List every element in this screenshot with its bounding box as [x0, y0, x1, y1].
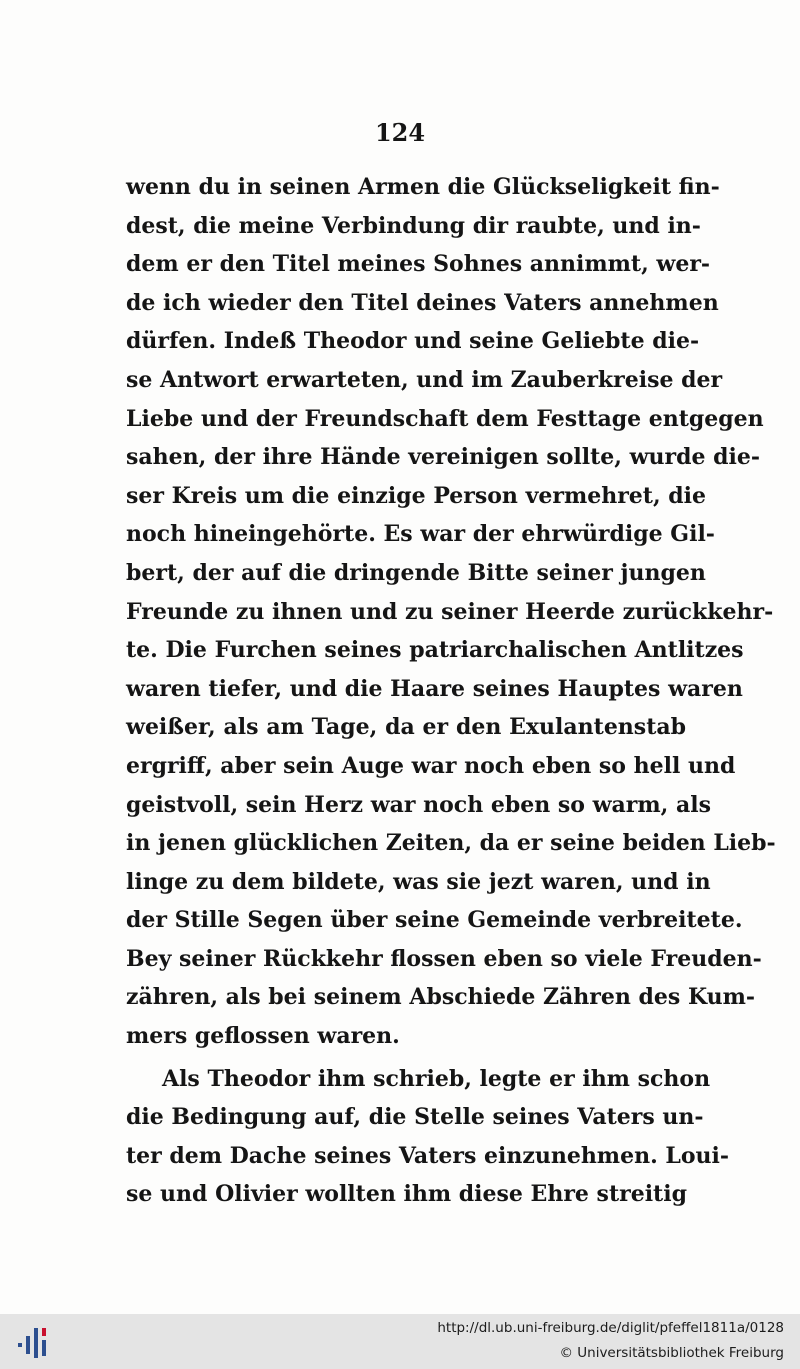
text-line: bert, der auf die dringende Bitte seiner jungen [126, 559, 706, 586]
text-line: wenn du in seinen Armen die Glückseligkeit fin- [126, 174, 720, 200]
text-line: sahen, der ihre Hände vereinigen sollte, wurde die- [126, 444, 761, 471]
text-line: dem er den Titel meines Sohnes annimmt, wer- [126, 251, 711, 278]
text-line: ergriff, aber sein Auge war noch eben so hell und [126, 752, 736, 779]
text-line: zähren, als bei seinem Abschiede Zähren des Kum- [126, 984, 756, 1011]
text-line: ter dem Dache seines Vaters einzunehmen. Loui- [126, 1142, 730, 1169]
text-line: de ich wieder den Titel deines Vaters annehmen [126, 289, 719, 316]
footer-bar [0, 1314, 800, 1369]
text-line: dest, die meine Verbindung dir raubte, und in- [126, 212, 701, 239]
text-line: in jenen glücklichen Zeiten, da er seine beiden Lieb- [126, 830, 776, 857]
text-line: linge zu dem bildete, was sie jezt waren, und in [126, 868, 711, 895]
text-line: te. Die Furchen seines patriarchalischen Antlitzes [126, 637, 744, 664]
text-line: ser Kreis um die einzige Person vermehret, die [126, 482, 707, 509]
paragraph-1 [126, 168, 776, 1056]
text-line: dürfen. Indeß Theodor und seine Geliebte die- [126, 328, 700, 355]
ub-freiburg-logo-icon [18, 1322, 54, 1362]
source-url-link[interactable]: http://dl.ub.uni-freiburg.de/diglit/pfeffel1811a/0128 [437, 1320, 784, 1336]
text-line: se und Olivier wollten ihm diese Ehre streitig [126, 1181, 687, 1208]
page-number: 124 [374, 118, 426, 147]
text-line: Als Theodor ihm schrieb, legte er ihm schon [162, 1065, 711, 1092]
text-line: waren tiefer, und die Haare seines Hauptes waren [126, 675, 743, 702]
paragraph-2 [126, 1060, 730, 1214]
text-line: noch hineingehörte. Es war der ehrwürdige Gil- [126, 521, 715, 548]
text-line: geistvoll, sein Herz war noch eben so warm, als [126, 791, 711, 818]
text-line: Freunde zu ihnen und zu seiner Heerde zurückkehr- [126, 598, 774, 625]
text-line: Liebe und der Freundschaft dem Festtage entgegen [126, 405, 764, 432]
text-line: Bey seiner Rückkehr flossen eben so viele Freuden- [126, 945, 762, 972]
text-line: se Antwort erwarteten, und im Zauberkreise der [126, 366, 723, 393]
body-text [126, 168, 776, 1214]
text-line: der Stille Segen über seine Gemeinde verbreitete. [126, 907, 743, 934]
copyright-text: © Universitätsbibliothek Freiburg [559, 1345, 784, 1361]
text-line: die Bedingung auf, die Stelle seines Vaters un- [126, 1104, 704, 1131]
text-line: mers geflossen waren. [126, 1023, 400, 1050]
text-line: weißer, als am Tage, da er den Exulantenstab [126, 714, 686, 741]
